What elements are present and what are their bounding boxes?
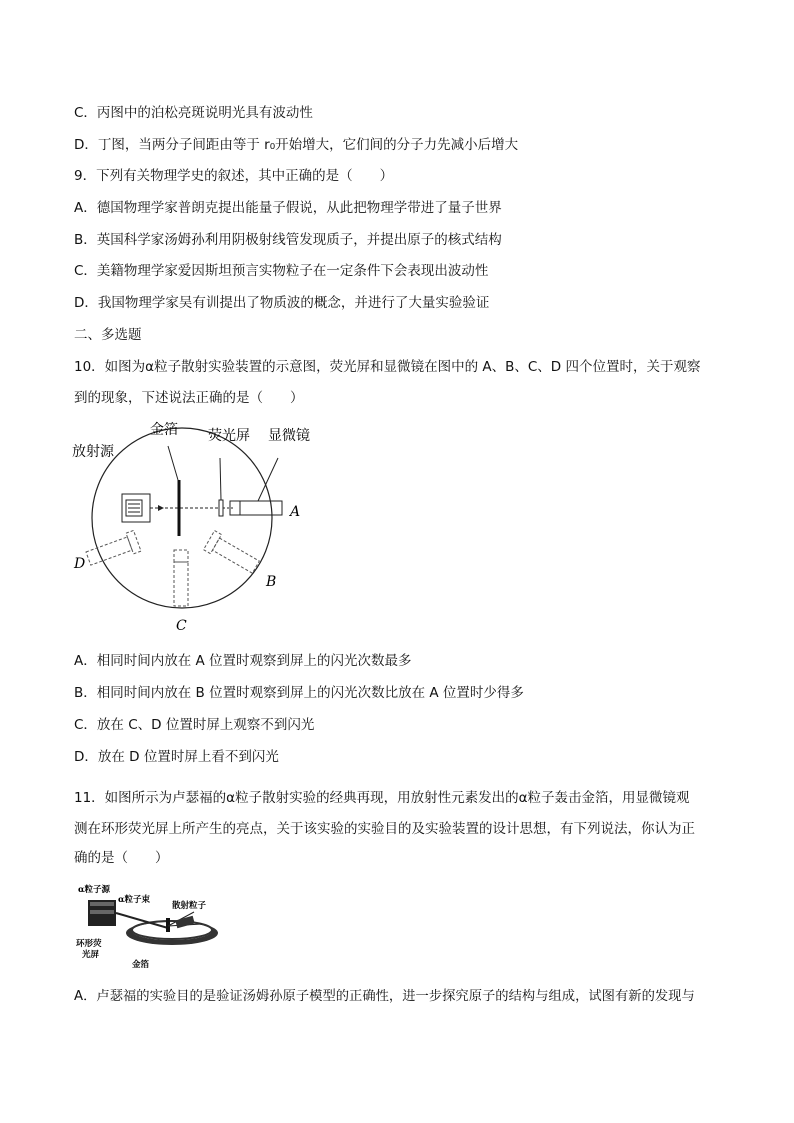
q9-option-a: A．德国物理学家普朗克提出能量子假说，从此把物理学带进了量子世界 xyxy=(74,200,502,216)
q10-option-c: C．放在 C、D 位置时屏上观察不到闪光 xyxy=(74,717,315,733)
q10-option-b: B．相同时间内放在 B 位置时观察到屏上的闪光次数比放在 A 位置时少得多 xyxy=(74,685,524,701)
label-alpha-source: α粒子源 xyxy=(78,885,111,895)
label-ring-screen-2: 光屏 xyxy=(82,950,100,960)
label-source: 放射源 xyxy=(72,444,114,460)
q9-stem: 9．下列有关物理学史的叙述，其中正确的是（ ） xyxy=(74,168,394,184)
label-scattered-particles: 散射粒子 xyxy=(172,901,207,911)
q11-option-a: A．卢瑟福的实验目的是验证汤姆孙原子模型的正确性，进一步探究原子的结构与组成，试图有新的发现与 xyxy=(74,989,695,1004)
vacuum-chamber-circle xyxy=(92,428,272,608)
q9-option-d: D．我国物理学家吴有训提出了物质波的概念，并进行了大量实验验证 xyxy=(74,295,490,311)
microscope-at-c xyxy=(174,550,188,606)
source-mid-stripe xyxy=(90,910,114,914)
q11-stem-line3: 确的是（ ） xyxy=(74,850,169,866)
label-alpha-beam: α粒子束 xyxy=(118,895,151,905)
microscope-at-d xyxy=(85,530,141,568)
label-ring-screen-1: 环形荧 xyxy=(76,939,102,949)
q11-stem-line2: 测在环形荧光屏上所产生的亮点，关于该实验的实验目的及实验装置的设计思想，有下列说法，你认为正 xyxy=(74,821,695,837)
q9-option-c: C．美籍物理学家爱因斯坦预言实物粒子在一定条件下会表现出波动性 xyxy=(74,263,489,279)
beam-arrow-icon xyxy=(158,505,164,511)
q10-stem-line1: 10．如图为α粒子散射实验装置的示意图，荧光屏和显微镜在图中的 A、B、C、D 四个位置时，关于观察 xyxy=(74,359,701,375)
label-foil: 金箔 xyxy=(150,422,178,438)
q10-stem-line2: 到的现象，下述说法正确的是（ ） xyxy=(74,390,304,406)
label-microscope: 显微镜 xyxy=(268,428,310,444)
screen-at-a xyxy=(219,500,223,516)
microscope-at-a xyxy=(230,501,282,515)
label-position-d: D xyxy=(74,556,86,572)
q11-rutherford-apparatus-figure xyxy=(76,878,222,970)
q10-option-d: D．放在 D 位置时屏上看不到闪光 xyxy=(74,749,279,765)
foil-leader-line xyxy=(168,446,178,480)
source-top-stripe xyxy=(90,902,114,906)
section-heading: 二、多选题 xyxy=(74,327,142,343)
q8-option-c: C．丙图中的泊松亮斑说明光具有波动性 xyxy=(74,105,313,121)
q10-scattering-apparatus-figure xyxy=(68,418,328,638)
screen-leader-line xyxy=(220,458,221,500)
q11-stem-line1: 11．如图所示为卢瑟福的α粒子散射实验的经典再现，用放射性元素发出的α粒子轰击金箔，用显微镜观 xyxy=(74,790,690,806)
label-screen: 荧光屏 xyxy=(208,428,250,444)
label-position-a: A xyxy=(290,504,301,520)
microscope-leader-line xyxy=(258,458,278,501)
label-position-c: C xyxy=(176,618,187,634)
q9-option-b: B．英国科学家汤姆孙利用阴极射线管发现质子，并提出原子的核式结构 xyxy=(74,232,502,248)
microscope-at-b xyxy=(204,531,262,577)
q8-option-d: D．丁图，当两分子间距由等于 r₀开始增大，它们间的分子力先减小后增大 xyxy=(74,137,519,153)
label-gold-foil: 金箔 xyxy=(132,960,150,970)
q10-option-a: A．相同时间内放在 A 位置时观察到屏上的闪光次数最多 xyxy=(74,653,412,669)
label-position-b: B xyxy=(266,574,277,590)
